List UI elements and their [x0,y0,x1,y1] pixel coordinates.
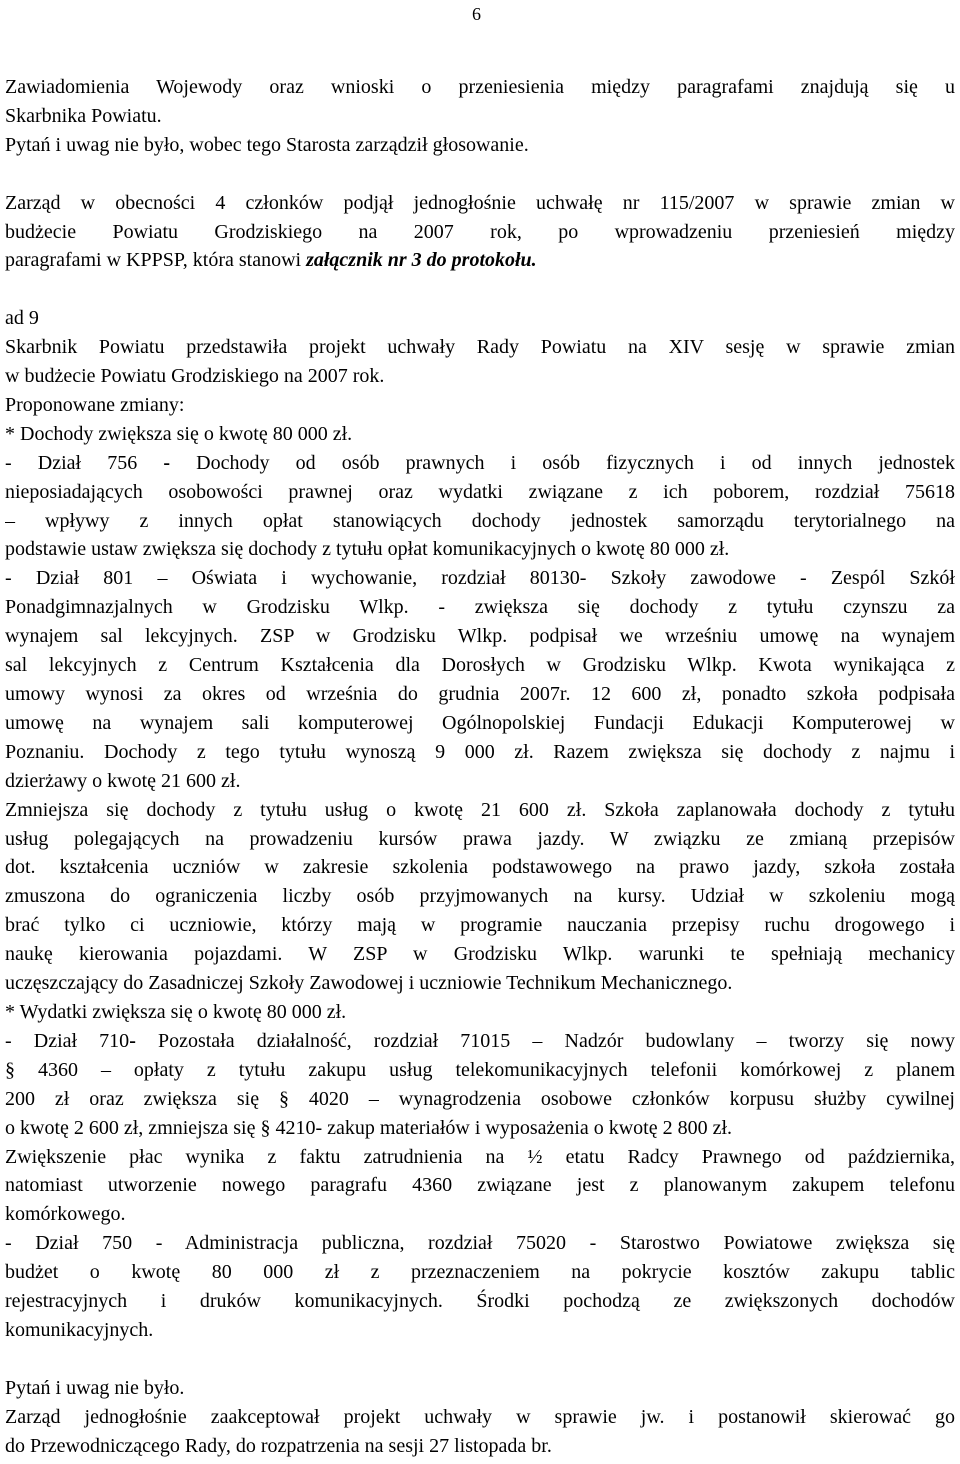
text-line: Zawiadomienia Wojewody oraz wnioski o przeniesienia między paragrafami znajdują się u [5,76,955,98]
text-line [5,246,955,275]
attachment-reference: załącznik nr 3 do protokołu. [306,249,537,272]
text-line: Zwiększenie płac wynika z faktu zatrudnienia na ½ etatu Radcy Prawnego od października, [5,1145,955,1168]
text-fragment: Dochody od osób prawnych i osób fizycznych i od innych jednostek [170,451,955,474]
text-line: do Przewodniczącego Rady, do rozpatrzenia na sesji 27 listopada br. [5,1434,552,1457]
text-line: komunikacyjnych. [5,1318,154,1341]
text-line: w budżecie Powiatu Grodziskiego na 2007 rok. [5,365,385,388]
text-line: Zmniejsza się dochody z tytułu usług o kwotę 21 600 zł. Szkoła zaplanowała dochody z tytułu [5,798,955,821]
text-line: Poznaniu. Dochody z tego tytułu wynoszą 9 000 zł. Razem zwiększa się dochody z najmu i [5,740,955,763]
text-line: dot. kształcenia uczniów w zakresie szkolenia podstawowego na prawo jazdy, szkoła została [5,856,955,879]
text-line: umowy wynosi za okres od września do grudnia 2007r. 12 600 zł, ponadto szkoła podpisała [5,683,955,705]
text-line: naukę kierowania pojazdami. W ZSP w Grodzisku Wlkp. warunki te spełniają mechanicy [5,943,955,966]
text-fragment: Pozostała działalność, rozdział 71015 – Nadzór budowlany – tworzy się nowy [135,1029,955,1052]
paragraph-gap [5,275,955,304]
text-line: podstawie ustaw zwiększa się dochody z tytułu opłat komunikacyjnych o kwotę 80 000 zł. [5,538,730,561]
text-line: - Dział 801 – Oświata i wychowanie, rozdział 80130- Szkoły zawodowe - Zespól Szkół [5,567,955,590]
text-line: * Wydatki zwiększa się o kwotę 80 000 zł. [5,1000,347,1023]
text-line: o kwotę 2 600 zł, zmniejsza się § 4210- zakup materiałów i wyposażenia o kwotę 2 800 zł. [5,1116,733,1139]
page-number: 6 [472,4,481,24]
paragraph-gap [5,1345,955,1374]
document-body [5,73,955,1460]
text-line: Proponowane zmiany: [5,393,185,416]
text-line: Pytań i uwag nie było. [5,1376,185,1399]
text-line: rejestracyjnych i druków komunikacyjnych. Środki pochodzą ze zwiększonych dochodów [5,1290,955,1313]
text-line [5,1027,955,1056]
text-line: usług polegających na prowadzeniu kursów prawa jazdy. W związku ze zmianą przepisów [5,827,955,850]
text-line: uczęszczający do Zasadniczej Szkoły Zawodowej i uczniowie Technikum Mechanicznego. [5,972,733,995]
text-line: sal lekcyjnych z Centrum Kształcenia dla Dorosłych w Grodzisku Wlkp. Kwota wynikająca z [5,654,955,677]
text-line: budżecie Powiatu Grodziskiego na 2007 rok, po wprowadzeniu przeniesień między [5,220,955,243]
text-line: * Dochody zwiększa się o kwotę 80 000 zł. [5,422,353,445]
text-fragment: - Dział 710 [5,1029,130,1052]
text-line: wynajem sal lekcyjnych. ZSP w Grodzisku Wlkp. podpisał we wrześniu umowę na wynajem [5,625,955,648]
text-line: Zarząd jednogłośnie zaakceptował projekt uchwały w sprawie jw. i postanowił skierować go [5,1405,955,1428]
paragraph-decision [5,1374,955,1461]
text-line: 200 zł oraz zwiększa się § 4020 – wynagrodzenia osobowe członków korpusu służby cywilnej [5,1087,955,1110]
text-line: Ponadgimnazjalnych w Grodzisku Wlkp. - zwiększa się dochody z tytułu czynszu za [5,596,955,619]
text-fragment: paragrafami w KPPSP, która stanowi [5,249,307,272]
text-line: dzierżawy o kwotę 21 600 zł. [5,769,241,792]
text-line: komórkowego. [5,1203,126,1226]
text-line: zmuszona do ograniczenia liczby osób przyjmowanych na kursy. Udział w szkoleniu mogą [5,885,955,908]
text-line: § 4360 – opłaty z tytułu zakupu usług telekomunikacyjnych telefonii komórkowej z planem [5,1058,955,1081]
section-heading: ad 9 [5,307,39,330]
text-line: Zarząd w obecności 4 członków podjął jednogłośnie uchwałę nr 115/2007 w sprawie zmian w [5,191,955,214]
bold-dash: - [129,1029,136,1052]
text-line: Skarbnik Powiatu przedstawiła projekt uchwały Rady Powiatu na XIV sesję w sprawie zmian [5,336,955,359]
text-line: brać tylko ci uczniowie, którzy mają w programie nauczania przepisy ruchu drogowego i [5,914,955,937]
paragraph-gap [5,160,955,189]
text-line: nieposiadających osobowości prawnej oraz wydatki związane z ich poborem, rozdział 75618 [5,480,955,503]
text-line: budżet o kwotę 80 000 zł z przeznaczeniem na pokrycie kosztów zakupu tablic [5,1261,955,1284]
paragraph-notices [5,73,955,160]
text-line: umowę na wynajem sali komputerowej Ogólnopolskiej Fundacji Edukacji Komputerowej w [5,711,955,734]
text-line: Skarbnika Powiatu. [5,104,162,127]
text-line: natomiast utworzenie nowego paragrafu 4360 związane jest z planowanym zakupem telefonu [5,1174,955,1197]
text-line: - Dział 750 - Administracja publiczna, rozdział 75020 - Starostwo Powiatowe zwiększa się [5,1232,955,1255]
paragraph-resolution [5,189,955,276]
text-line: Pytań i uwag nie było, wobec tego Starosta zarządził głosowanie. [5,133,529,156]
bold-dash: - [163,451,171,474]
text-fragment: - Dział 756 [5,451,164,474]
text-line: – wpływy z innych opłat stanowiących dochody jednostek samorządu terytorialnego na [5,509,955,532]
paragraph-ad9 [5,304,955,1345]
text-line [5,449,955,478]
